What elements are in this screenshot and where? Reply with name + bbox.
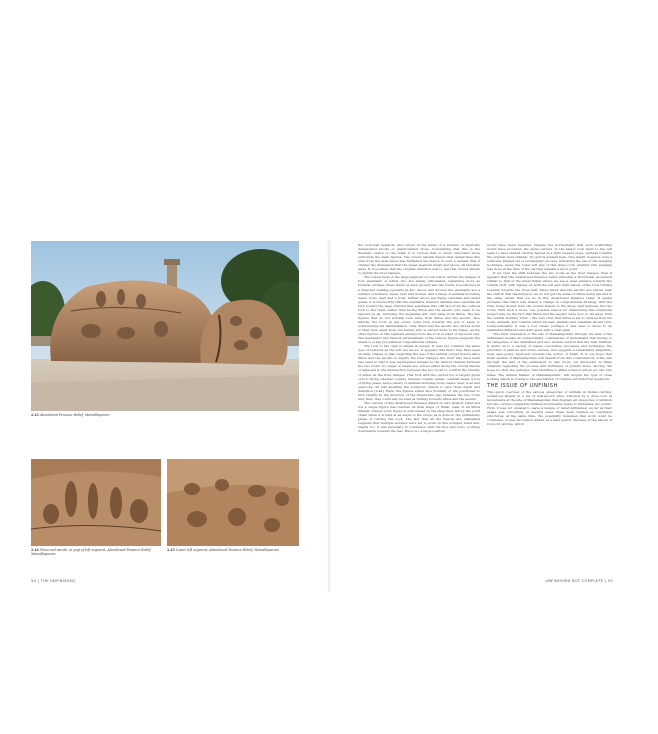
caption-bottom-left	[31, 548, 161, 556]
paragraph: This brief evaluation of the site of Mamallapuram through the lens of the unfinished reveals an extraordinary combination of monuments that belong to all categories of the unfinished and also include several that are fully finished. It alerts us to a variety of issues concerning processes and technique, the priorities of patrons and stone carvers, and suggests a remarkably adaptable, even easy-going, approach towards the notion of finish. It is our hope that fresh studies of Mamallapuram will benefit from this consideration of the site through the lens of the unfinished, to also focus our discussion in these chapters regarding the process and technique of granite stone carving. We hope too that the epilogue, that identifies a gifted sculptor whom we can only name 'The Animal Master of Mamallapuram', will inspire the type of close looking, which is crucial to the elucidation of complex art historical questions.	[487, 332, 612, 381]
caption-bottom-right	[167, 548, 299, 552]
rock-relief-illustration	[31, 241, 299, 411]
left-page	[27, 240, 329, 592]
right-page	[329, 240, 631, 592]
paragraph: the rock-wall upwards, and carved in the midst of a number of shallowly demarcated blocks of unarticulated stone. Considering that this is the thematic centre of the relief, it is curious that so much unworked stone surrounds the main figures. The curved natural fissure that demarcates this area from the area below has furnished the mason in such a manner that it creates the impression that the upper segment might just above off and slide away. It is possible that the original intention was to use this curved fissure to signify the river Ganges.	[358, 243, 480, 276]
paragraph: The rock to the right is simple in design. It does not combine the same type of textures as the left one above. It appears that there may have been an early change of plan regarding the use of the natural curved fissure since Shiva and the ascetic to signify the river Ganges; the river may have been relocated so that it was represented instead by the narrow channel between the two rocks. No sages or nagas are carved either along the curved fissure or adjacent to the intersection between the two rocks to confirm the identity of either as the river Ganges. This rock with the carved top is largely given over to flying celestial couples, breezes couples, ganas, celestial sages, a row of flying geese, and a variety of animals including lions, bears, deer, boar and peacocks, all still awaiting the sculptors' chisels to give them depth and definition [2.44]. Here, the figures either face frontally or are positioned to turn slightly in the direction of the fissure-like gap between the two rocks and, thus, they could also be read as turning towards Shiva and the ascetic.	[358, 344, 480, 401]
caption-text: Shiva and ascetic (a yogi of left segment, Abandoned Penance Relief, Mamallapuram	[31, 548, 152, 556]
relief-detail-right	[167, 459, 299, 546]
text-column-2	[487, 243, 612, 426]
photo-shiva-ascetic	[31, 459, 161, 546]
main-photo-relief	[31, 241, 299, 411]
caption-text: Abandoned Penance Relief, Mamallapuram	[39, 413, 110, 417]
paragraph: The lowest level of the large segment of rock below carries the images of four elephants of which two are barely articulated, remaining more as textural outlines; these stand on level ground and the fourth is positioned at a diagonal walking upwards [2.45]. Above and around the elephants are a number of hunters, sages, men and women, and a range of animals including bears, lions, deer and a boar; further above are flying celestials and dwarf ganas. It is noteworthy that the elephants, hunters, animals and celestials all turn toward the deep channel that separates this cliff face from the vertical rock to the right, rather than facing Shiva and the ascetic who seem to be ignored by all, including the elephants who turn away from Shiva. The few figures that do not actually turn away from Shiva and the ascetic, face directly the rock; in any event, some turn towards the god or seem to acknowledge his manifestation. Only Shiva and the ascetic are carved down to their feet; apart from one hunter who is carved down to his knees, all the other figures on this segment emerge from the rock at waist or hip level only. The haphazard and random arrangement of the various figures suggests the absence of any pre-planned compositional scheme.	[358, 275, 480, 345]
caption-main	[31, 413, 231, 417]
caption-number: 2.43	[31, 413, 39, 417]
paragraph: This quick overview of the various categories of unfinish in Indian carving, evidenced largely in a set of well-known sites, followed by a close look at monuments at the site of Mamallapuram that displays all categories of unfinish but also carries completely finished monuments, helps to illuminate two points. First, it was not unusual to leave a temple or relief unfinished. As far as their usage was concerned, in several cases these were treated as completed structures; at the same time, the possibility remained that work could be continued, or new decoration added, at a later period. Because of the nature of rock-cut carving, which	[487, 389, 612, 427]
paragraph: would have been required. Despite the horizontality that such scaffolding would have provided, the stone carvers on the larger rock must to the left seem to have started carving figures in a light upward slope, perhaps towards the original river-channel. No grid is evident here. One might, however, note a vertically aligned set of rectangular grooves, indicating the use of the wedging technique, along the lower left end of this large rock, whether this wedging was done at the time of the carving remains a moot point.	[487, 243, 612, 272]
caption-number: 2.45	[167, 548, 175, 552]
paragraph: If we view the shift between the two rocks as the river Ganges, then it appears that this Abandoned Penance relief embodies a directional movement similar to that of the Great Relief where we see a clear advance towards the central cleft, with figures on both the left and right halves of the rock turning towards towards the river-cleft. Since Shiva and the ascetic are placed near the cleft in that masterpiece, we do not get the sense of Shiva being ignored in the same extent that we do in this Abandoned Penance relief. It seems probable that there was indeed a change in compositional strategy, with the river being moved from the curved fissure to the large cleft between the two rocks. With such a move, one possible reason for abandoning this sculptural project may be the fact that Shiva and the ascetic were now so far away from the central dividing 'river' – the very river that Shiva is set to unravel from his locks, animals, and towards which all men, animals and celestials should turn. Compositionally, it was a lost cause; perhaps it was best to move to an unfinished different and start anew with a clear plan.	[487, 271, 612, 332]
paragraph: The carving of this Abandoned Penance differs in very shallow relief and not a single figure has reached its final stage of finish, least of all Shiva himself. Almost every figure is surrounded by the deep lines left by the point chisel when it is held at an angle to the stone, as is done in the preliminary phase of carving the rock. The fact that all the figures are unfinished suggests that multiple workers were set to work on this sculpted relief and, ideally too, it was necessary to commence with the face and torso, working downwards towards the feet. Here too, a large scaffold	[358, 400, 480, 434]
folio-right: UNFINISHED BUT COMPLETE | 55	[545, 579, 613, 583]
relief-detail-left	[31, 459, 161, 546]
photo-lower-left-segment	[167, 459, 299, 546]
section-heading: THE ISSUE OF UNFINISH	[487, 382, 558, 389]
caption-number: 2.44	[31, 548, 39, 552]
folio-left: 54 | THE UNFINISHED	[31, 579, 76, 583]
book-spread	[27, 240, 631, 592]
text-column-1	[358, 243, 480, 433]
caption-text: Lower left segment, Abandoned Penance Relief, Mamallapuram	[175, 548, 279, 552]
